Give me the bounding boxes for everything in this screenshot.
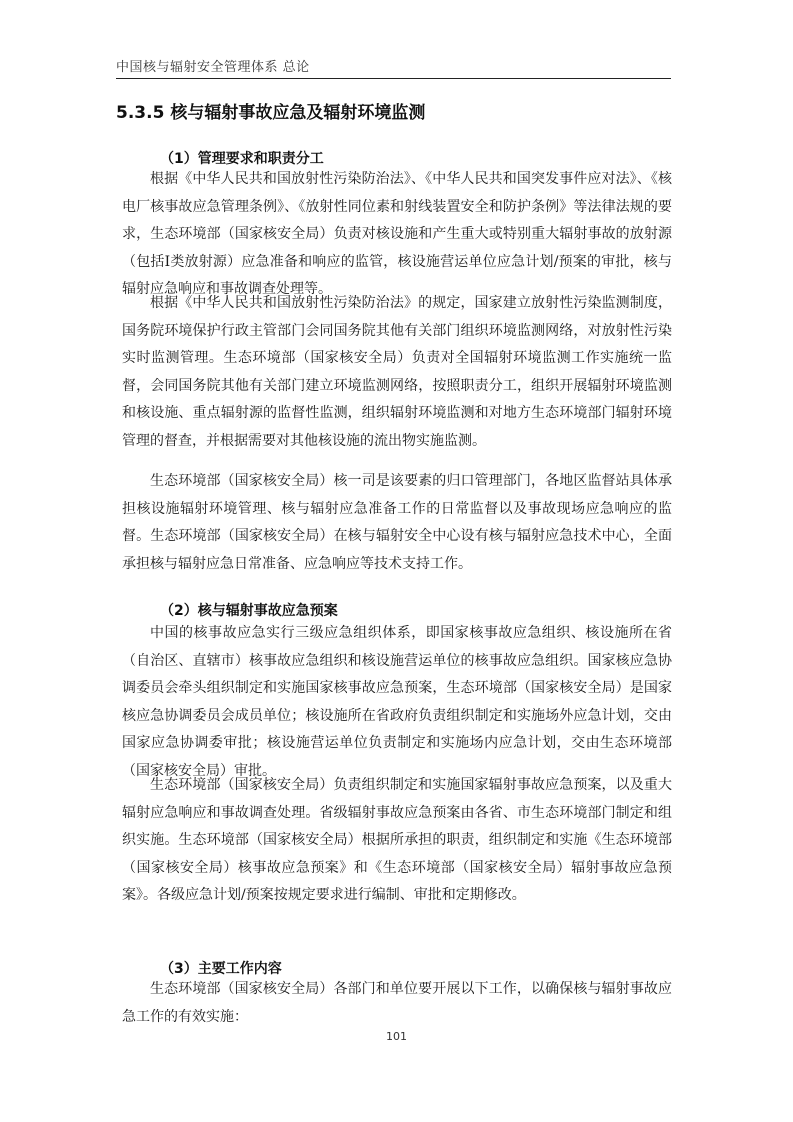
header-rule <box>116 78 671 79</box>
paragraph-1-2: 根据《中华人民共和国放射性污染防治法》的规定，国家建立放射性污染监测制度，国务院环境保护行政主管部门会同国务院其他有关部门组织环境监测网络，对放射性污染实时监测管理。生态环境部（国家核安全局）负责对全国辐射环境监测工作实施统一监督，会同国务院其他有关部门建立环境监测网络，按照职责分工，组织开展辐射环境监测和核设施、重点辐射源的监督性监测，组织辐射环境监测和对地方生态环境部门辐射环境管理的督查，并根据需要对其他核设施的流出物实施监测。 <box>122 295 672 449</box>
page-number: 101 <box>386 1030 407 1043</box>
section-title: 5.3.5 核与辐射事故应急及辐射环境监测 <box>116 103 426 123</box>
subsection-title-3: （3）主要工作内容 <box>160 961 282 977</box>
subsection-title-1: （1）管理要求和职责分工 <box>160 151 324 167</box>
subsection-title-2: （2）核与辐射事故应急预案 <box>160 603 338 619</box>
paragraph-1-3: 生态环境部（国家核安全局）核一司是该要素的归口管理部门，各地区监督站具体承担核设施辐射环境管理、核与辐射应急准备工作的日常监督以及事故现场应急响应的监督。生态环境部（国家核安全局）在核与辐射安全中心设有核与辐射应急技术中心，全面承担核与辐射应急日常准备、应急响应等技术支持工作。 <box>122 473 672 572</box>
paragraph-2-2: 生态环境部（国家核安全局）负责组织制定和实施国家辐射事故应急预案，以及重大辐射应急响应和事故调查处理。省级辐射事故应急预案由各省、市生态环境部门制定和组织实施。生态环境部（国家核安全局）根据所承担的职责，组织制定和实施《生态环境部（国家核安全局）核事故应急预案》和《生态环境部（国家核安全局）辐射事故应急预案》。各级应急计划/预案按规定要求进行编制、审批和定期修改。 <box>122 777 672 903</box>
paragraph-1-1: 根据《中华人民共和国放射性污染防治法》、《中华人民共和国突发事件应对法》、《核电厂核事故应急管理条例》、《放射性同位素和射线装置安全和防护条例》等法律法规的要求，生态环境部（国家核安全局）负责对核设施和产生重大或特别重大辐射事故的放射源（包括Ⅰ类放射源）应急准备和响应的监管，核设施营运单位应急计划/预案的审批，核与辐射应急响应和事故调查处理等。 <box>122 171 672 297</box>
running-header: 中国核与辐射安全管理体系 总论 <box>116 60 310 75</box>
paragraph-3-1: 生态环境部（国家核安全局）各部门和单位要开展以下工作，以确保核与辐射事故应急工作的有效实施： <box>122 981 672 1025</box>
paragraph-2-1: 中国的核事故应急实行三级应急组织体系，即国家核事故应急组织、核设施所在省（自治区、直辖市）核事故应急组织和核设施营运单位的核事故应急组织。国家核应急协调委员会牵头组织制定和实施国家核事故应急预案，生态环境部（国家核安全局）是国家核应急协调委员会成员单位；核设施所在省政府负责组织制定和实施场外应急计划，交由国家应急协调委审批；核设施营运单位负责制定和实施场内应急计划，交由生态环境部（国家核安全局）审批。 <box>122 625 672 779</box>
